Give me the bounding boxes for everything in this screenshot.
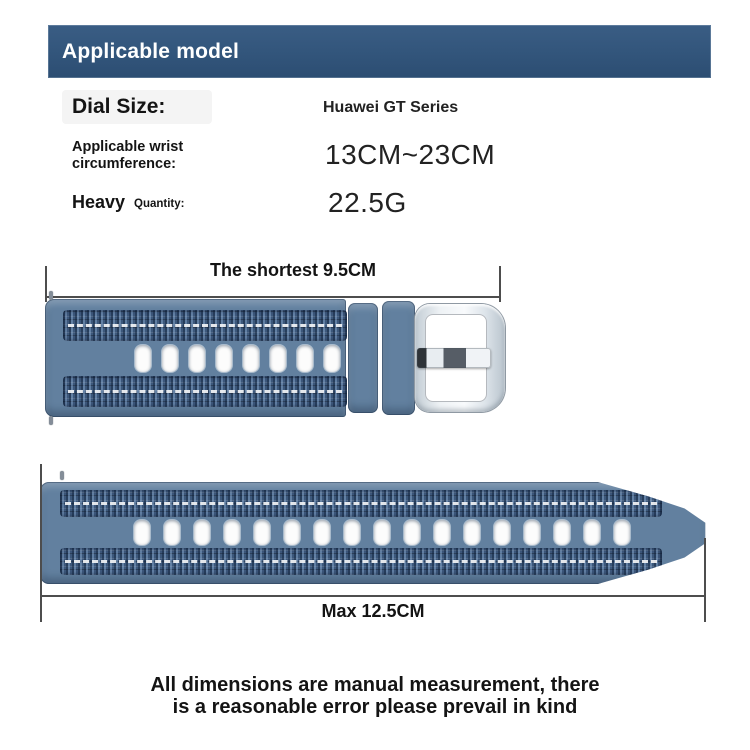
strap-hole [243,345,259,372]
weave-band [63,376,347,407]
strap-hole [434,520,450,545]
strap-hole [297,345,313,372]
section-title: Applicable model [62,39,240,63]
strap-hole [584,520,600,545]
dial-size-label: Dial Size: [72,95,166,118]
short-strap-body [45,299,346,417]
dimension-tick [499,266,501,302]
strap-hole [189,345,205,372]
spring-bar-pin [60,471,64,480]
strap-hole [554,520,570,545]
dimension-tick [40,464,42,622]
strap-hole [270,345,286,372]
strap-hole [134,520,150,545]
adjustment-holes-row [135,345,340,372]
strap-hole [194,520,210,545]
strap-hole [216,345,232,372]
wrist-circumference-value: 13CM~23CM [325,139,496,170]
weave-band [60,548,662,575]
dimension-tick [45,266,47,302]
weave-band [63,310,347,341]
strap-hole [162,345,178,372]
strap-hole [224,520,240,545]
strap-hole [254,520,270,545]
section-header-bar [48,25,711,78]
weave-band [60,490,662,517]
dial-size-value: Huawei GT Series [323,99,459,116]
strap-hole [344,520,360,545]
spring-bar-pin [49,416,53,425]
buckle [415,304,505,412]
dimension-line [40,595,706,597]
strap-hole [374,520,390,545]
strap-hole [464,520,480,545]
strap-hole [135,345,151,372]
strap-hole [614,520,630,545]
adjustment-holes-row [134,520,630,545]
disclaimer-line-1: All dimensions are manual measurement, there [150,674,600,696]
spring-bar-pin [49,291,53,300]
stitch-line [65,560,657,563]
wrist-circumference-label: Applicable wrist circumference: [72,139,184,173]
strap-hole [524,520,540,545]
strap-hole [284,520,300,545]
strap-hole [164,520,180,545]
disclaimer-line-2: is a reasonable error please prevail in kind [172,696,578,718]
stitch-line [65,502,657,505]
long-strap-illustration [40,482,708,584]
measurement-disclaimer [0,674,750,718]
stitch-line [68,324,342,327]
max-length-label: Max 12.5CM [321,601,425,621]
strap-hole [314,520,330,545]
keeper-loop [382,301,415,415]
quantity-label: Quantity: [134,198,185,210]
shortest-length-label: The shortest 9.5CM [209,260,377,280]
strap-hole [324,345,340,372]
strap-hole [404,520,420,545]
weight-label: Heavy [72,192,126,212]
buckle-prong [417,348,491,368]
dimension-line [46,296,500,298]
strap-hole [494,520,510,545]
weight-value: 22.5G [328,187,407,218]
strap-end-segment [348,303,378,413]
stitch-line [68,390,342,393]
short-strap-illustration [45,299,505,417]
